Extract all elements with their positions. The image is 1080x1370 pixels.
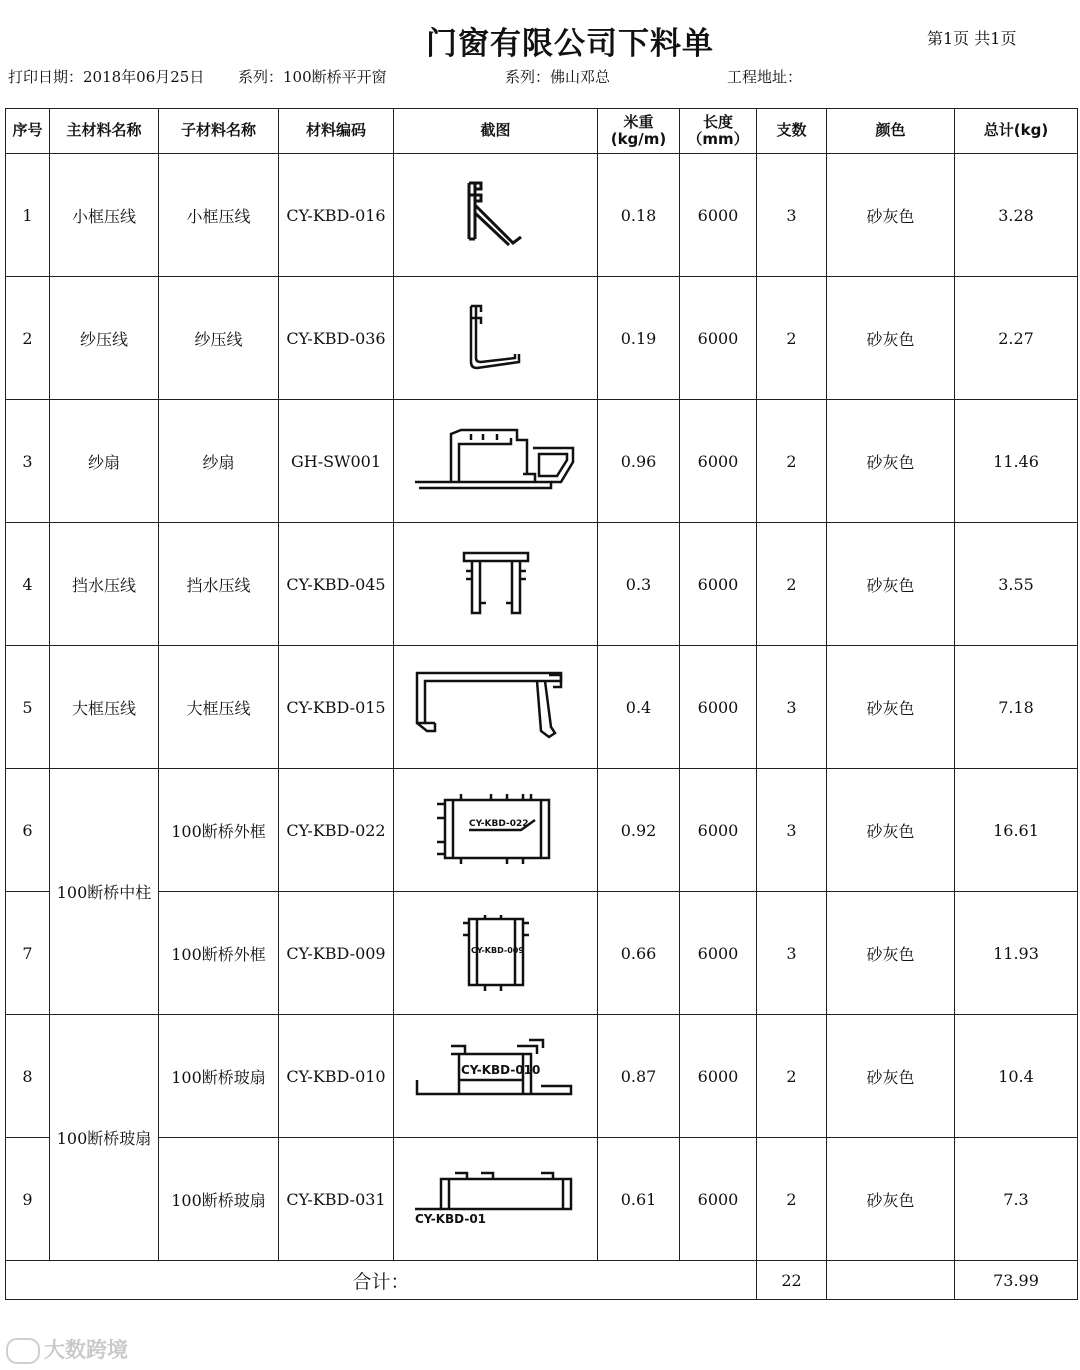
col-header-length: 长度（mm） [680,109,757,154]
col-header-count: 支数 [757,109,827,154]
cell-sub-material: 100断桥外框 [159,892,279,1015]
cell-profile [394,277,598,400]
cutting-list-table [5,108,1078,1300]
cell-weight: 0.61 [598,1138,680,1261]
cell-total: 3.55 [955,523,1078,646]
cell-code: CY-KBD-009 [279,892,394,1015]
table-row [6,1015,1078,1138]
cell-code: CY-KBD-036 [279,277,394,400]
cell-main-material: 纱扇 [50,400,159,523]
cell-total: 11.46 [955,400,1078,523]
table-row [6,400,1078,523]
watermark [6,1334,128,1364]
print-date: 打印日期：2018年06月25日 [8,68,205,86]
col-header-no: 序号 [6,109,50,154]
totals-weight: 73.99 [955,1261,1078,1300]
cell-profile [394,769,598,892]
cell-length: 6000 [680,769,757,892]
cell-count: 2 [757,523,827,646]
cell-main-material: 100断桥玻扇 [50,1015,159,1261]
cell-main-material: 大框压线 [50,646,159,769]
cell-sub-material: 100断桥玻扇 [159,1015,279,1138]
table-row [6,154,1078,277]
screen-sash-profile-icon [411,426,581,496]
cell-no: 8 [6,1015,50,1138]
cell-main-material: 纱压线 [50,277,159,400]
col-header-main-material: 主材料名称 [50,109,159,154]
cell-length: 6000 [680,154,757,277]
cell-no: 5 [6,646,50,769]
cell-code: CY-KBD-022 [279,769,394,892]
cell-profile [394,1138,598,1261]
cell-total: 3.28 [955,154,1078,277]
cell-no: 2 [6,277,50,400]
cell-no: 4 [6,523,50,646]
col-header-total: 总计(kg) [955,109,1078,154]
cell-no: 1 [6,154,50,277]
totals-row [6,1261,1078,1300]
cell-count: 3 [757,769,827,892]
cell-sub-material: 100断桥外框 [159,769,279,892]
cell-profile [394,400,598,523]
cell-weight: 0.3 [598,523,680,646]
glass-sash-010-profile-icon [411,1036,581,1116]
col-header-color: 颜色 [827,109,955,154]
cell-profile [394,154,598,277]
series-client: 系列：佛山邓总 [505,68,611,86]
cell-length: 6000 [680,646,757,769]
col-header-sub-material: 子材料名称 [159,109,279,154]
cell-no: 9 [6,1138,50,1261]
cell-color: 砂灰色 [827,277,955,400]
cell-total: 2.27 [955,277,1078,400]
profile-code-label: CY-KBD-009 [470,946,524,955]
document-title-text: 门窗有限公司下料单 [426,26,714,62]
cell-weight: 0.87 [598,1015,680,1138]
outer-frame-009-profile-icon [451,913,541,993]
cell-weight: 0.66 [598,892,680,1015]
cell-no: 3 [6,400,50,523]
cell-color: 砂灰色 [827,646,955,769]
cell-color: 砂灰色 [827,769,955,892]
cell-length: 6000 [680,1138,757,1261]
cell-code: CY-KBD-010 [279,1015,394,1138]
cell-length: 6000 [680,277,757,400]
small-frame-bead-profile-icon [461,179,531,251]
cell-length: 6000 [680,400,757,523]
cell-total: 10.4 [955,1015,1078,1138]
cell-color: 砂灰色 [827,892,955,1015]
table-row [6,646,1078,769]
col-header-code: 材料编码 [279,109,394,154]
large-frame-bead-profile-icon [411,667,581,747]
cell-count: 2 [757,1138,827,1261]
cell-profile [394,1015,598,1138]
outer-frame-022-profile-icon [431,792,561,868]
watermark-text: 大数跨境 [44,1338,128,1362]
table-row [6,892,1078,1015]
cell-profile [394,523,598,646]
cell-sub-material: 大框压线 [159,646,279,769]
cell-sub-material: 纱扇 [159,400,279,523]
cell-total: 16.61 [955,769,1078,892]
cell-color: 砂灰色 [827,154,955,277]
cell-weight: 0.92 [598,769,680,892]
water-stop-bead-profile-icon [456,549,536,619]
cell-color: 砂灰色 [827,1015,955,1138]
table-row [6,1138,1078,1261]
cell-count: 2 [757,400,827,523]
cell-color: 砂灰色 [827,523,955,646]
cell-count: 3 [757,154,827,277]
totals-color-empty [827,1261,955,1300]
cell-total: 11.93 [955,892,1078,1015]
page-indicator: 第1页 共1页 [927,29,1017,48]
cell-main-material: 挡水压线 [50,523,159,646]
cell-code: CY-KBD-015 [279,646,394,769]
cell-weight: 0.19 [598,277,680,400]
glass-sash-031-profile-icon [411,1169,581,1229]
header-row [6,109,1078,154]
cell-code: CY-KBD-031 [279,1138,394,1261]
cell-count: 3 [757,892,827,1015]
cell-total: 7.18 [955,646,1078,769]
cell-length: 6000 [680,523,757,646]
cell-weight: 0.18 [598,154,680,277]
cell-length: 6000 [680,892,757,1015]
table-row [6,277,1078,400]
totals-count: 22 [757,1261,827,1300]
cell-count: 2 [757,1015,827,1138]
cell-profile [394,646,598,769]
series-window-type: 系列：100断桥平开窗 [238,68,387,86]
cell-total: 7.3 [955,1138,1078,1261]
cell-count: 3 [757,646,827,769]
cell-weight: 0.96 [598,400,680,523]
cell-count: 2 [757,277,827,400]
cell-color: 砂灰色 [827,1138,955,1261]
cell-color: 砂灰色 [827,400,955,523]
cell-code: CY-KBD-045 [279,523,394,646]
cell-sub-material: 纱压线 [159,277,279,400]
cell-profile [394,892,598,1015]
table-row [6,523,1078,646]
profile-code-label: CY-KBD-010 [460,1063,540,1077]
col-header-weight: 米重(kg/m) [598,109,680,154]
cell-length: 6000 [680,1015,757,1138]
cell-no: 6 [6,769,50,892]
cell-main-material: 小框压线 [50,154,159,277]
cell-weight: 0.4 [598,646,680,769]
cell-code: CY-KBD-016 [279,154,394,277]
cell-no: 7 [6,892,50,1015]
project-address: 工程地址： [727,68,803,86]
totals-label: 合计： [6,1261,757,1300]
cell-code: GH-SW001 [279,400,394,523]
watermark-logo-icon [6,1338,40,1364]
profile-code-label: CY-KBD-01 [414,1212,486,1226]
cell-sub-material: 挡水压线 [159,523,279,646]
col-header-profile: 截图 [394,109,598,154]
screen-bead-profile-icon [461,302,531,374]
table-row [6,769,1078,892]
cell-sub-material: 小框压线 [159,154,279,277]
document-title [0,18,1080,63]
cell-main-material: 100断桥中柱 [50,769,159,1015]
cell-sub-material: 100断桥玻扇 [159,1138,279,1261]
profile-code-label: CY-KBD-022 [468,819,529,829]
